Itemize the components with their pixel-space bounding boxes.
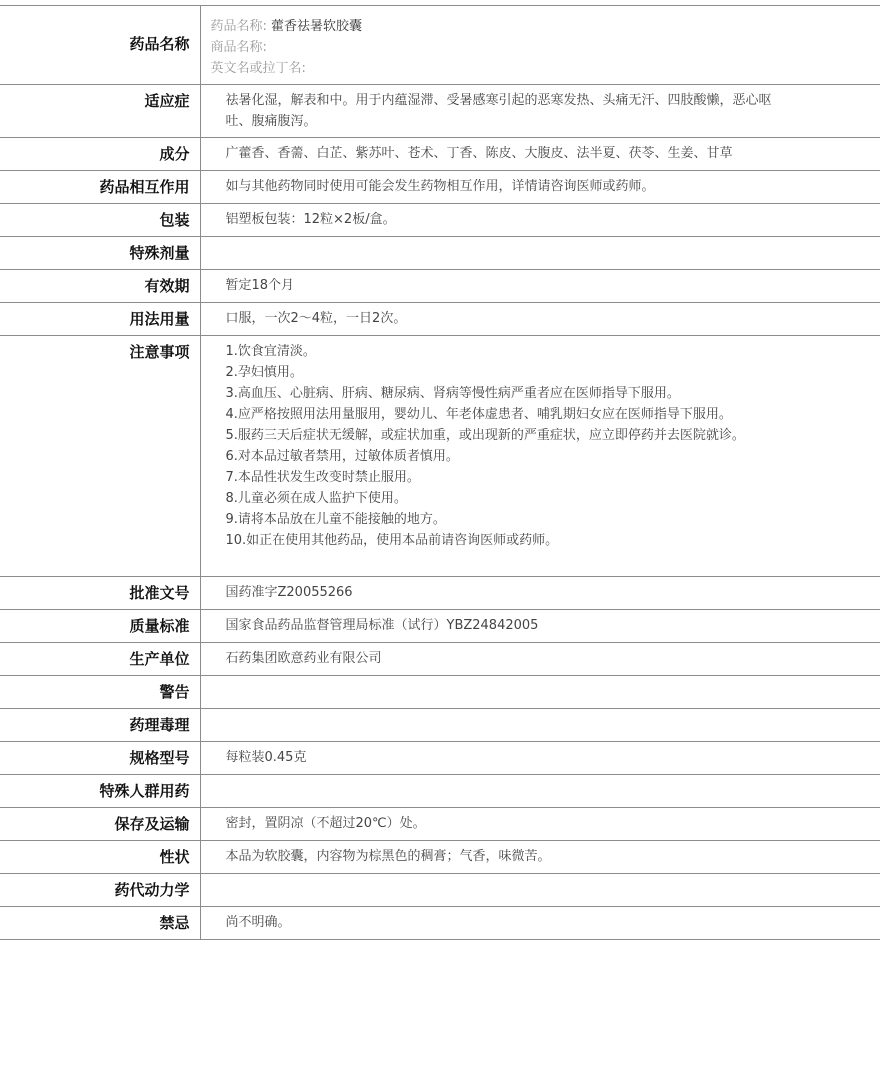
row-label: 注意事项	[0, 336, 200, 577]
drug-name-value: 藿香祛暑软胶囊	[271, 19, 363, 34]
list-item: 3.高血压、心脏病、肝病、糖尿病、肾病等慢性病严重者应在医师指导下服用。	[225, 386, 680, 401]
row-label: 质量标准	[0, 610, 200, 643]
trade-name-line	[211, 37, 791, 58]
row-storage	[0, 808, 880, 841]
english-name-key: 英文名或拉丁名:	[210, 61, 306, 76]
list-item: 10.如正在使用其他药品，使用本品前请咨询医师或药师。	[225, 533, 559, 548]
row-pharmacology	[0, 709, 880, 742]
row-value: 如与其他药物同时使用可能会发生药物相互作用，详情请咨询医师或药师。	[200, 171, 880, 204]
row-description	[0, 841, 880, 874]
row-interactions	[0, 171, 880, 204]
list-item: 1.饮食宜清淡。	[225, 344, 316, 359]
row-warning	[0, 676, 880, 709]
row-label: 生产单位	[0, 643, 200, 676]
list-item: 7.本品性状发生改变时禁止服用。	[225, 470, 420, 485]
list-item: 2.孕妇慎用。	[225, 365, 303, 380]
row-value	[200, 775, 880, 808]
list-item: 5.服药三天后症状无缓解，或症状加重，或出现新的严重症状，应立即停药并去医院就诊。	[225, 428, 745, 443]
row-value: 广藿香、香薷、白芷、紫苏叶、苍术、丁香、陈皮、大腹皮、法半夏、茯苓、生姜、甘草	[200, 138, 880, 171]
row-standard	[0, 610, 880, 643]
row-value: 密封，置阴凉（不超过20℃）处。	[200, 808, 880, 841]
row-value: 石药集团欧意药业有限公司	[200, 643, 880, 676]
english-name-line	[211, 58, 791, 79]
row-value: 铝塑板包装：12粒×2板/盒。	[200, 204, 880, 237]
row-precautions	[0, 336, 880, 577]
row-value: 国药准字Z20055266	[200, 577, 880, 610]
row-value: 口服，一次2～4粒，一日2次。	[200, 303, 880, 336]
row-value: 本品为软胶囊，内容物为棕黑色的稠膏；气香，味微苦。	[200, 841, 880, 874]
row-special-dosage	[0, 237, 880, 270]
row-value: 祛暑化湿，解表和中。用于内蕴湿滞、受暑感寒引起的恶寒发热、头痛无汗、四肢酸懒，恶心呕吐、腹痛腹泻。	[200, 85, 880, 138]
list-item: 6.对本品过敏者禁用，过敏体质者慎用。	[225, 449, 459, 464]
row-pharmacokinetics	[0, 874, 880, 907]
row-contraindications	[0, 907, 880, 940]
row-label: 保存及运输	[0, 808, 200, 841]
precautions-cell	[200, 336, 880, 577]
row-value	[200, 709, 880, 742]
row-label: 用法用量	[0, 303, 200, 336]
row-value: 国家食品药品监督管理局标准（试行）YBZ24842005	[200, 610, 880, 643]
row-packaging	[0, 204, 880, 237]
row-label: 成分	[0, 138, 200, 171]
row-value	[200, 237, 880, 270]
row-label: 性状	[0, 841, 200, 874]
row-label: 包装	[0, 204, 200, 237]
drug-name-line	[211, 16, 791, 37]
row-special-population	[0, 775, 880, 808]
row-label: 药品相互作用	[0, 171, 200, 204]
row-label: 药代动力学	[0, 874, 200, 907]
row-ingredients	[0, 138, 880, 171]
row-label: 禁忌	[0, 907, 200, 940]
row-label: 有效期	[0, 270, 200, 303]
list-item: 8.儿童必须在成人监护下使用。	[225, 491, 407, 506]
list-item: 4.应严格按照用法用量服用，婴幼儿、年老体虚患者、哺乳期妇女应在医师指导下服用。	[225, 407, 732, 422]
row-label: 药品名称	[0, 6, 200, 85]
row-value: 暂定18个月	[200, 270, 880, 303]
row-label: 警告	[0, 676, 200, 709]
row-indications	[0, 85, 880, 138]
row-approval	[0, 577, 880, 610]
drug-name-cell	[200, 6, 880, 85]
trade-name-key: 商品名称:	[210, 40, 267, 55]
row-label: 药理毒理	[0, 709, 200, 742]
row-label: 特殊剂量	[0, 237, 200, 270]
row-manufacturer	[0, 643, 880, 676]
drug-info-table	[0, 5, 880, 940]
row-specification	[0, 742, 880, 775]
row-drug-name	[0, 6, 880, 85]
row-usage	[0, 303, 880, 336]
row-shelf-life	[0, 270, 880, 303]
row-label: 规格型号	[0, 742, 200, 775]
row-value: 尚不明确。	[200, 907, 880, 940]
row-label: 适应症	[0, 85, 200, 138]
row-value	[200, 676, 880, 709]
row-value: 每粒装0.45克	[200, 742, 880, 775]
list-item: 9.请将本品放在儿童不能接触的地方。	[225, 512, 446, 527]
precautions-list	[226, 341, 791, 551]
drug-name-key: 药品名称:	[210, 19, 267, 34]
row-label: 特殊人群用药	[0, 775, 200, 808]
row-label: 批准文号	[0, 577, 200, 610]
row-value	[200, 874, 880, 907]
